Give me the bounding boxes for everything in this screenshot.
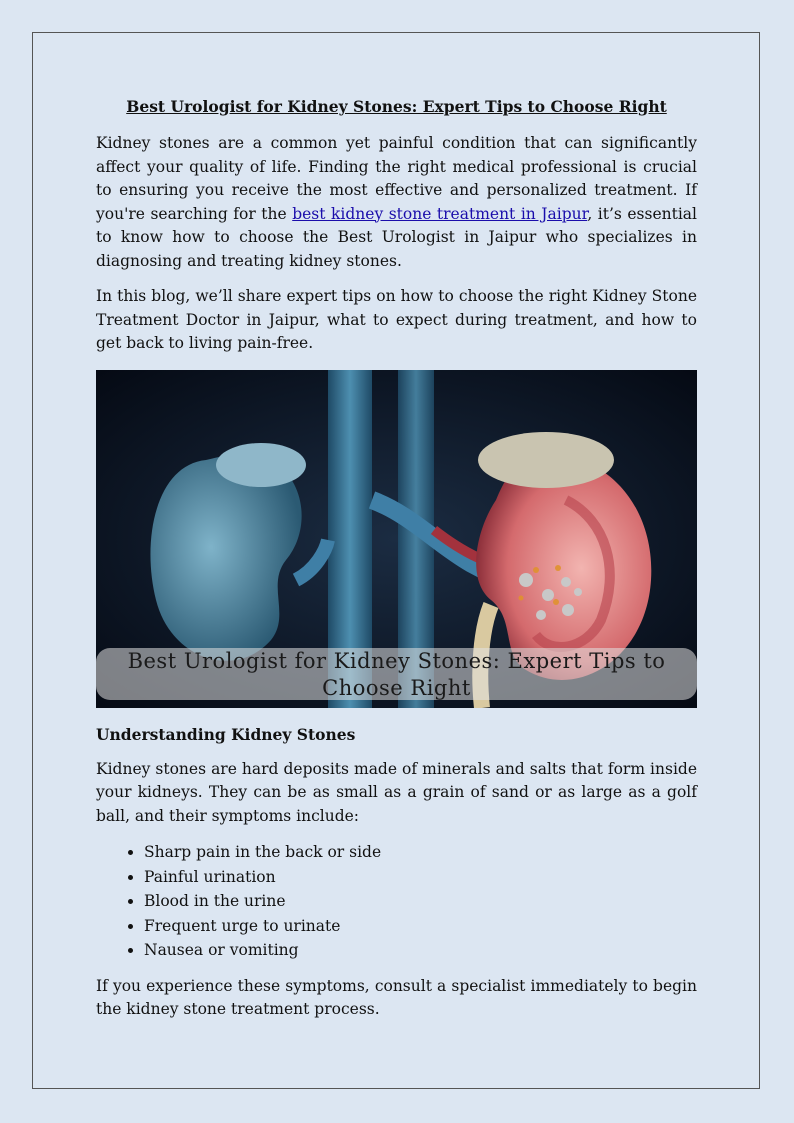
section-heading: Understanding Kidney Stones <box>96 724 356 744</box>
document-content <box>96 96 697 1034</box>
page-title: Best Urologist for Kidney Stones: Expert Tips to Choose Right <box>126 97 667 116</box>
closing-paragraph: If you experience these symptoms, consult a specialist immediately to begin the kidney stone treatment process. <box>96 976 697 1018</box>
list-item: • Nausea or vomiting <box>144 938 697 963</box>
section-paragraph: Kidney stones are hard deposits made of minerals and salts that form inside your kidneys. They can be as small as a grain of sand or as large as a golf ball, and their symptoms include: <box>96 759 697 825</box>
kidney-stone-treatment-link[interactable]: best kidney stone treatment in Jaipur <box>292 204 588 223</box>
list-item: • Blood in the urine <box>144 889 697 914</box>
list-item: • Sharp pain in the back or side <box>144 840 697 865</box>
list-item: • Painful urination <box>144 865 697 890</box>
intro-text-before: Kidney stones are a common yet painful condition that can significantly affect your quality of life. Finding the right medical professional is crucial to ensuring you receive the most effective and personalized treatment. If you're searching for the <box>96 134 697 223</box>
intro-paragraph <box>96 132 697 273</box>
right-adrenal-shape <box>478 432 614 488</box>
left-adrenal-shape <box>216 443 306 487</box>
kidney-illustration <box>96 370 697 708</box>
list-item: • Frequent urge to urinate <box>144 914 697 939</box>
hero-caption <box>96 648 697 700</box>
hero-caption-line-1: Best Urologist for Kidney Stones: Expert Tips to <box>127 648 666 673</box>
symptom-list <box>96 840 697 963</box>
blog-overview-paragraph: In this blog, we’ll share expert tips on how to choose the right Kidney Stone Treatment Doctor in Jaipur, what to expect during treatment, and how to get back to living pain-free. <box>96 287 697 352</box>
hero-caption-line-2: Choose Right <box>322 675 471 700</box>
intro-text-after: , it’s essential to know how to choose the Best Urologist in Jaipur who specializes in diagnosing and treating kidney stones. <box>96 204 697 270</box>
